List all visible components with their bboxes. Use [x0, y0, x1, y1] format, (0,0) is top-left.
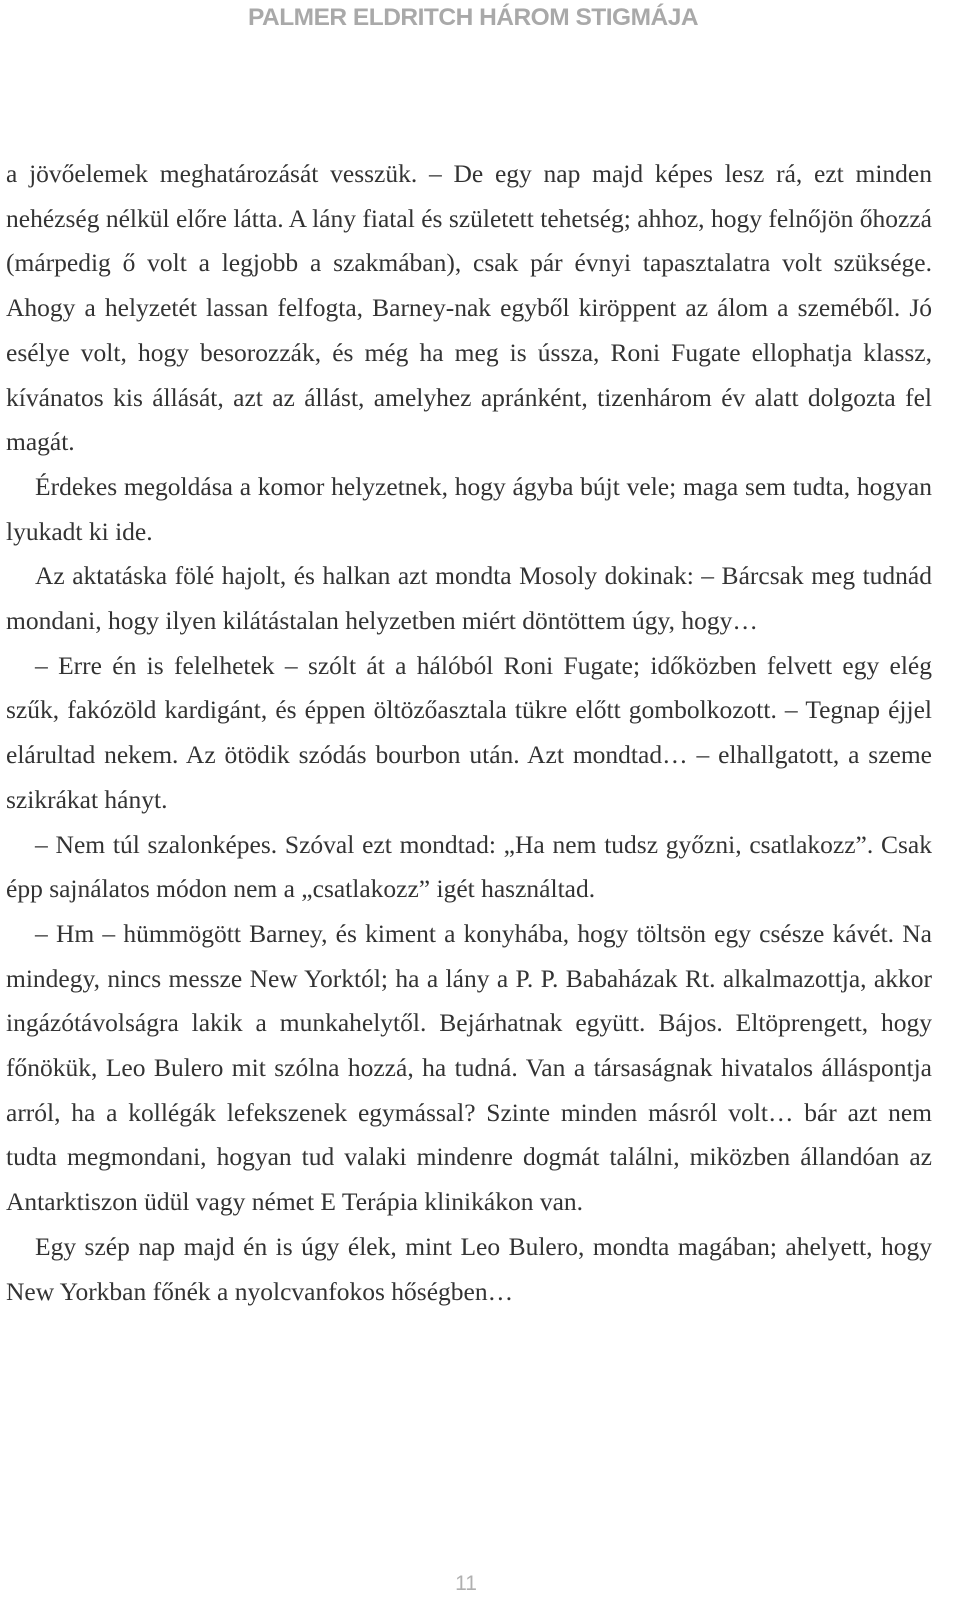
- paragraph-1: a jövőelemek meghatározását vesszük. – De egy nap majd képes lesz rá, ezt minden nehézség nélkül előre látta. A lány fiatal és született tehetség; ahhoz, hogy felnőjön őhozzá (márpedig ő volt a legjobb a szakmában), csak pár évnyi tapasztalatra volt szüksége. Ahogy a helyzetét lassan felfogta, Barney-nak egyből kiröppent az álom a szeméből. Jó esélye volt, hogy besorozzák, és még ha meg is ússza, Roni Fugate ellophatja klassz, kívánatos kis állását, azt az állást, amelyhez apránként, tizenhárom év alatt dolgozta fel magát.: [6, 159, 932, 457]
- body-text: [6, 152, 932, 1314]
- paragraph-6: – Hm – hümmögött Barney, és kiment a konyhába, hogy töltsön egy csésze kávét. Na mindegy, nincs messze New Yorktól; ha a lány a P. P. Babaházak Rt. alkalmazottja, akkor ingázótávolságra lakik a munkahelytől. Bejárhatnak együtt. Bájos. Eltöprengett, hogy főnökük, Leo Bulero mit szólna hozzá, ha tudná. Van a társaságnak hivatalos álláspontja arról, ha a kollégák lefekszenek egymással? Szinte minden másról volt… bár azt nem tudta megmondani, hogyan tud valaki mindenre dogmát találni, miközben állandóan az Antarktiszon üdül vagy német E Terápia klinikákon van.: [6, 918, 932, 1217]
- running-header: PALMER ELDRITCH HÁROM STIGMÁJA: [248, 4, 699, 31]
- paragraph-7: Egy szép nap majd én is úgy élek, mint Leo Bulero, mondta magában; ahelyett, hogy New Yorkban főnék a nyolcvanfokos hőségben…: [6, 1231, 932, 1306]
- paragraph-5: – Nem túl szalonképes. Szóval ezt mondtad: „Ha nem tudsz győzni, csatlakozz”. Csak épp sajnálatos módon nem a „csatlakozz” igét használtad.: [6, 829, 932, 904]
- paragraph-3: Az aktatáska fölé hajolt, és halkan azt mondta Mosoly dokinak: – Bárcsak meg tudnád mondani, hogy ilyen kilátástalan helyzetben miért döntöttem úgy, hogy…: [6, 561, 932, 636]
- page-number: 11: [455, 1572, 477, 1595]
- paragraph-2: Érdekes megoldása a komor helyzetnek, hogy ágyba bújt vele; maga sem tudta, hogyan lyukadt ki ide.: [6, 471, 932, 546]
- paragraph-4: – Erre én is felelhetek – szólt át a hálóból Roni Fugate; időközben felvett egy elég szűk, fakózöld kardigánt, és éppen öltözőasztala tükre előtt gombolkozott. – Tegnap éjjel elárultad nekem. Az ötödik szódás bourbon után. Azt mondtad… – elhallgatott, a szeme szikrákat hányt.: [6, 650, 932, 814]
